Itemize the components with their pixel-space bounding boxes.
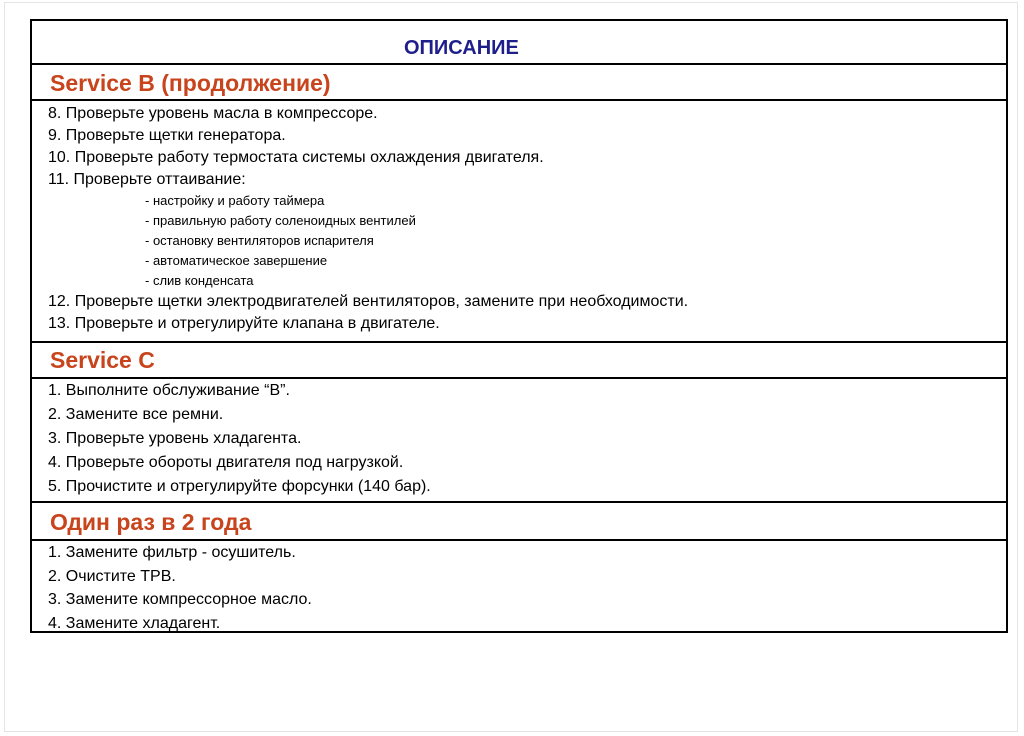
sub-list-item: - остановку вентиляторов испарителя [145, 233, 374, 248]
list-item: 5. Прочистите и отрегулируйте форсунки (140 бар). [48, 478, 431, 495]
defrost-subitems [48, 191, 688, 291]
section-biennial-title-row [32, 503, 1006, 541]
list-item: 4. Проверьте обороты двигателя под нагрузкой. [48, 454, 404, 471]
section-biennial-body [32, 541, 1006, 631]
defrost-subitem-list [48, 191, 688, 291]
list-item: 13. Проверьте и отрегулируйте клапана в двигателе. [48, 315, 440, 332]
sub-list-item: - правильную работу соленоидных вентилей [145, 213, 416, 228]
table-header-row [32, 21, 1006, 65]
list-item: 12. Проверьте щетки электродвигателей вентиляторов, замените при необходимости. [48, 293, 689, 310]
sub-list-item: - настройку и работу таймера [145, 193, 325, 208]
list-item: 11. Проверьте оттаивание: [48, 171, 246, 188]
section-service-b-title: Service B (продолжение) [50, 70, 331, 96]
section-biennial-title: Один раз в 2 года [50, 509, 252, 535]
sub-list-item: - слив конденсата [145, 273, 254, 288]
section-service-b-body [32, 101, 1006, 343]
section-service-c-body [32, 379, 1006, 503]
list-item: 10. Проверьте работу термостата системы охлаждения двигателя. [48, 149, 544, 166]
section-biennial-list [48, 541, 312, 635]
table-header-title: ОПИСАНИЕ [404, 37, 519, 59]
sub-list-item: - автоматическое завершение [145, 253, 328, 268]
section-service-b-title-row [32, 65, 1006, 101]
section-service-c-list [48, 379, 431, 499]
list-item: 1. Замените фильтр - осушитель. [48, 544, 296, 561]
list-item: 8. Проверьте уровень масла в компрессоре. [48, 105, 378, 122]
list-item: 2. Замените все ремни. [48, 406, 224, 423]
list-item: 4. Замените хладагент. [48, 614, 221, 632]
list-item: 3. Проверьте уровень хладагента. [48, 430, 302, 447]
list-item: 3. Замените компрессорное масло. [48, 591, 312, 608]
section-service-c-title-row [32, 343, 1006, 379]
section-service-b-list [48, 103, 688, 335]
list-item: 1. Выполните обслуживание “B”. [48, 382, 290, 399]
list-item: 9. Проверьте щетки генератора. [48, 127, 286, 144]
list-item: 2. Очистите TPB. [48, 567, 176, 585]
maintenance-table [30, 19, 1008, 633]
section-service-c-title: Service C [50, 347, 155, 373]
